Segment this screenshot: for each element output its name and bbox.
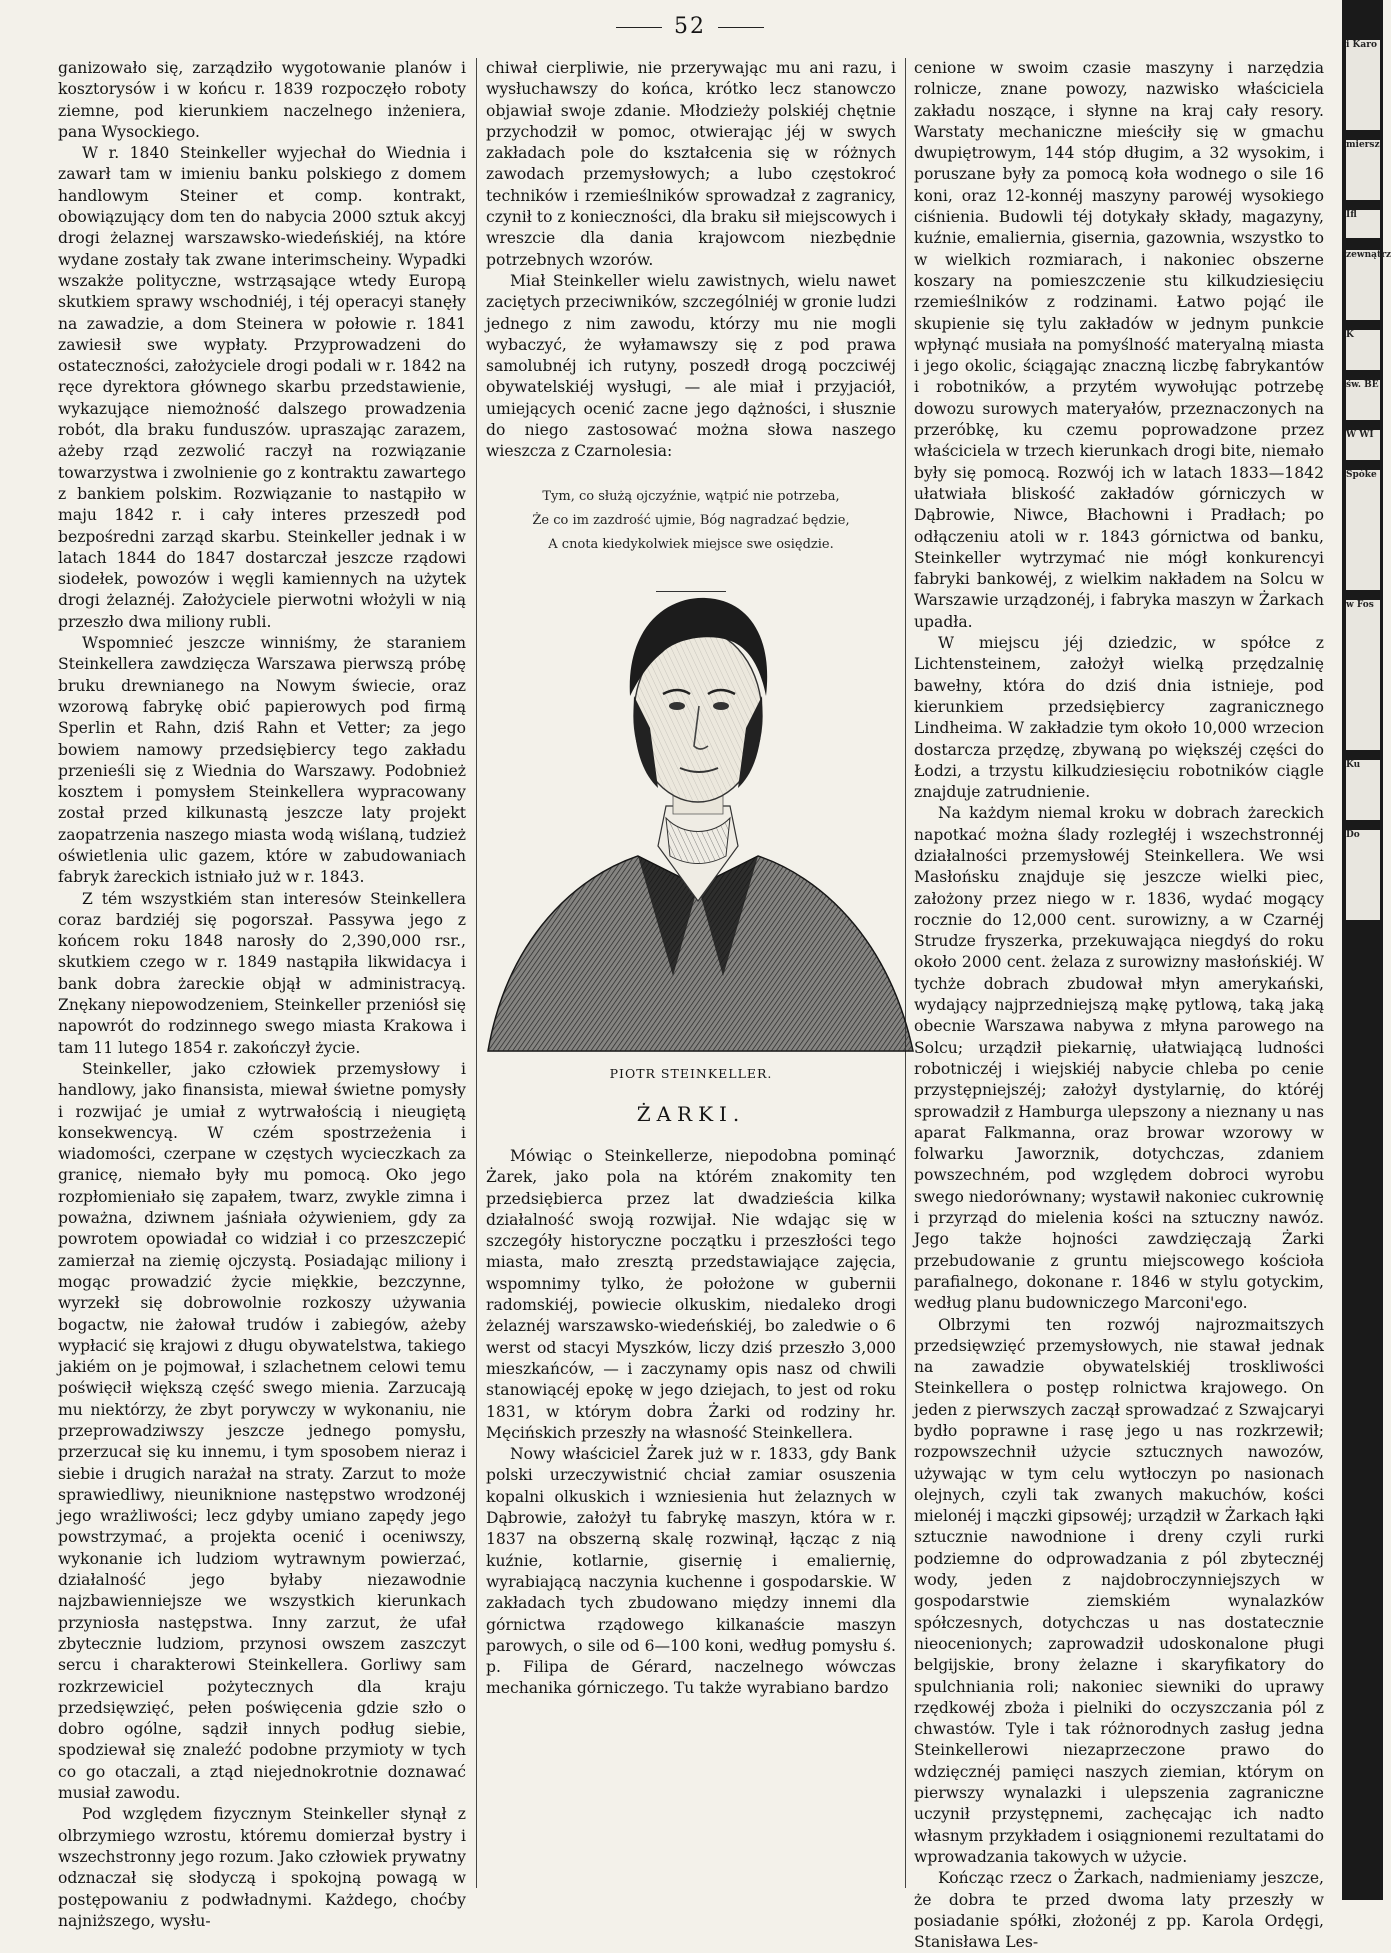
paragraph: Kończąc rzecz o Żarkach, nadmieniamy jeszcze, że dobra te przed dwoma laty przeszły w posiadanie spółki, złożonéj z pp. Karola Ordęgi, Stanisława Les- <box>914 1869 1324 1952</box>
paragraph: chiwał cierpliwie, nie przerywając mu ani razu, i wysłuchawszy do końca, krótko lecz stanowczo objawiał swoje zdanie. Młodzieży polskiéj chętnie przychodził w pomoc, otwierając jéj w swych zakładach pole do kształcenia się w różnych zawodach przemysłowych; a lubo częstokroć techników i rzemieślników sprowadzał z zagranicy, czynił to z konieczności, dla braku sił miejscowych i wreszcie dla dania krajowcom niezbędnie potrzebnych wzorów. <box>486 59 896 269</box>
poem-line: Że co im zazdrość ujmie, Bóg nagradzać będzie, <box>532 512 850 528</box>
paragraph: Olbrzymi ten rozwój najrozmaitszych przedsięwzięć przemysłowych, nie stawał jednak na zawadzie obywatelskiéj troskliwości Steinkellera o postęp rolnictwa krajowego. On jeden z pierwszych zaczął sprowadzać z Szwajcaryi bydło poprawne i rasę jego u nas rozkrzewił; rozpowszechnił użycie sztucznych nawozów, używając w tym celu wytłoczyn po nasionach olejnych, czyli tak zwanych makuchów, kości mielonéj i mączki gipsowéj; urządził w Żarkach łąki sztucznie nawodnione i dreny czyli rurki podziemne do odprowadzania z pól zbytecznéj wody, jeden z najdobroczynniejszych w gospodarstwie ziemskiém wynalazków spółczesnych, dotychczas u nas dostatecznie nieocenionych; zaprowadził udoskonalone pługi belgijskie, brony żelazne i skaryfikatory do spulchniania roli; nakoniec siewniki do uprawy rzędkowéj zboża i pielniki do oczyszczania pól z chwastów. Tyle i tak różnorodnych zasług jedna Steinkellerowi niezaprzeczone prawo do wdzięcznéj pamięci naszych ziemian, którym on pierwszy wynalazki i ulepszenia zagraniczne uczynił przystępnemi, zachęcając ich nadto własnym przykładem i osiągnionemi rezultatami do wprowadzania takowych w użycie. <box>914 1315 1324 1866</box>
edge-text-fragment: Spóke <box>1346 470 1380 590</box>
page-number: 52 <box>590 14 790 39</box>
edge-text-fragment: Do <box>1346 830 1380 920</box>
paragraph: W miejscu jéj dziedzic, w spółce z Lichtensteinem, założył wielką przędzalnię bawełny, która do dziś dnia istnieje, pod kierunkiem przedsiębiercy zagranicznego Lindheima. W zakładzie tym około 10,000 wrzecion dostarcza przędzę, zbywaną po większéj części do Łodzi, a trzystu kilkudziesięciu robotników ciągle znajduje zatrudnienie. <box>914 634 1324 802</box>
paragraph: Miał Steinkeller wielu zawistnych, wielu nawet zaciętych przeciwników, szczególniéj w gronie ludzi jednego z nim zawodu, którzy mu nie mogli wybaczyć, że wyłamawszy się z pod prawa samolubnéj ich rutyny, poszedł drogą poczciwéj obywatelskiéj wysługi, — ale miał i przyjaciół, umiejących ocenić zacne jego dążności, i słusznie do niego zastosować można słowa naszego wieszcza z Czarnolesia: <box>486 271 896 461</box>
paragraph: Na każdym niemal kroku w dobrach żareckich napotkać można ślady rozległéj i wszechstronnéj działalności przemysłowéj Steinkellera. We wsi Masłońsku znajduje się jeszcze wielki piec, założony przez niego w r. 1836, wydać mogący rocznie do 12,000 cent. surowizny, a w Czarnéj Strudze fryszerka, przekuwająca niegdyś do roku około 2000 cent. żelaza z surowizny masłońskiéj. W tychże dobrach zbudował młyn amerykański, wydający najprzedniejszą mąkę pytlową, taką jaką obecnie Warszawa nabywa z młyna parowego na Solcu; urządził piekarnię, ułatwiającą ludności robotniczéj i wiejskiéj nabycie chleba po cenie przystępniejszéj; założył dystylarnię, do któréj sprowadził z Hamburga ulepszony a nieznany u nas aparat Falkmanna, oraz browar wzorowy w folwarku Jaworznik, dotychczas, zdaniem powszechném, pod względem dobroci wyrobu swego niedorównany; wystawił nakoniec cukrownię i przyrząd do mielenia kości na sztuczny nawóz. Jego także hojności zawdzięczają Żarki przebudowanie z gruntu miejscowego kościoła parafialnego, dokonane r. 1846 w stylu gotyckim, według planu budowniczego Marconi'ego. <box>914 804 1324 1313</box>
article-column-2-top <box>486 58 896 552</box>
section-heading: ŻARKI. <box>636 1102 746 1126</box>
edge-text-fragment: W WI <box>1346 430 1380 460</box>
paragraph: Nowy właściciel Żarek już w r. 1833, gdy Bank polski urzeczywistnić chciał zamiar osuszenia kopalni olkuskich i wzniesienia hut żelaznych w Dąbrowie, założył tu fabrykę maszyn, która w r. 1837 na obszerną skalę rozwinął, łącząc z nią kuźnie, kotlarnie, gisernię i emaliernię, wyrabiającą naczynia kuchenne i gospodarskie. W zakładach tych zbudowano między innemi dla górnictwa rządowego kilkanaście maszyn parowych, o sile od 6—100 koni, według pomysłu ś. p. Filipa de Gérard, naczelnego wówczas mechanika górniczego. Tu także wyrabiano bardzo <box>486 1445 896 1698</box>
edge-text-fragment: i Karo <box>1346 40 1380 130</box>
edge-text-fragment: Ku <box>1346 760 1380 820</box>
paragraph: Steinkeller, jako człowiek przemysłowy i handlowy, jako finansista, miewał świetne pomysły i rozwijać je umiał z wytrwałością i nieugiętą konsekwencyą. W czém spostrzeżenia i wiadomości, czerpane w częstych wycieczkach za granicę, niemało były mu pomocą. Oko jego rozpłomieniało się zapałem, twarz, zwykle zimna i poważna, dziwnem jaśniała ożywieniem, gdy za powrotem opowiadał co widział i co przeszczepić zamierzał na ziemię ojczystą. Posiadając miliony i mogąc prowadzić życie miękkie, bezczynne, wyrzekł się dobrowolnie rozkoszy używania bogactw, nie żałował trudów i zabiegów, ażeby wypłacić się krajowi z długu obywatelstwa, takiego jakiém on je pojmował, i szlachetnem celowi temu poświęcił większą część swego mienia. Zarzucają mu niektórzy, że zbyt porywczy w wykonaniu, nie przeprowadziwszy jeszcze jednego pomysłu, przerzucał się ku innemu, i tym sposobem nieraz i siebie i drugich narażał na straty. Zarzut to może sprawiedliwy, nieuniknione następstwo wrodzonéj jego wrażliwości; lecz gdyby umiano zapędy jego powstrzymać, a projekta ocenić i oceniwszy, wykonanie ich ludziom wytrawnym powierzać, działalność jego byłaby niezawodnie najzbawienniejsze we wszystkich kierunkach przyniosła następstwa. Inny zarzut, że ufał zbytecznie ludziom, przynosi owszem zaszczyt sercu i charakterowi Steinkellera. Gorliwy sam rozkrzewiciel pożytecznych dla kraju przedsięwzięć, pełen poświęcenia gdzie szło o dobro ogólne, sądził innych podług siebie, spodziewał się znaleźć podobne przymioty w tych co go otaczali, a ztąd niejednokrotnie doznawać musiał zawodu. <box>58 1059 466 1803</box>
edge-text-fragment: św. BE <box>1346 380 1380 420</box>
edge-text-fragment: zewnątrz <box>1346 250 1380 320</box>
edge-text-fragment: miersz <box>1346 140 1380 200</box>
paragraph: Mówiąc o Steinkellerze, niepodobna pominąć Żarek, jako pola na którém znakomity ten przedsiębierca przez lat dwadzieścia kilka działalność swoją rozwijał. Nie wdając się w szczegóły historyczne początku i przeszłości tego miasta, mało zresztą przedstawiające zajęcia, wspomnimy tylko, że położone w gubernii radomskiéj, powiecie olkuskim, niedaleko drogi żelaznéj warszawsko-wiedeńskiéj, bo zaledwie o 6 werst od stacyi Myszków, liczy dziś przeszło 3,000 mieszkańców, — i zaczynamy opis nasz od chwili stanowiącéj epokę w jego dziejach, to jest od roku 1831, w którym dobra Żarki od rodziny hr. Męcińskich przeszły na własność Steinkellera. <box>486 1147 896 1442</box>
portrait-engraving <box>468 556 928 1056</box>
article-column-1 <box>58 58 466 1930</box>
paragraph: cenione w swoim czasie maszyny i narzędzia rolnicze, znane powozy, nazwisko właściciela zakładu noszące, i słynne na kraj cały resory. Warstaty mechaniczne mieściły się w gmachu dwupiętrowym, 144 stóp długim, a 32 wysokim, i poruszane były za pomocą koła wodnego o sile 16 koni, oraz 12-konnéj maszyny parowéj wysokiego ciśnienia. Budowli téj dotykały składy, magazyny, kuźnie, emaliernia, gisernia, gazownia, wszystko to w wielkich rozmiarach, i nakoniec obszerne koszary na pomieszczenie stu kilkudziesięciu rzemieślników z rodzinami. Łatwo pojąć ile skupienie się tylu zakładów w jednym punkcie wpłynąć musiała na pomyślność materyalną miasta i jego okolic, ściągając znaczną liczbę fabrykantów i robotników, a przytém wywołując potrzebę dowozu surowych materyałów, przeznaczonych na przeróbkę, ku czemu poprowadzone przez właściciela w trzech kierunkach drogi bite, niemało były się pomocą. Rozwój ich w latach 1833—1842 ułatwiała bliskość zakładów górniczych w Dąbrowie, Niwce, Błachowni i Pradłach; po odłączeniu atoli w r. 1843 górnictwa od banku, Steinkeller wytrzymać nie mógł konkurencyi fabryki bankowéj, z wielkim nakładem na Solcu w Warszawie urządzonéj, i fabryka maszyn w Żarkach upadła. <box>914 59 1324 631</box>
paragraph: W r. 1840 Steinkeller wyjechał do Wiednia i zawarł tam w imieniu banku polskiego z domem handlowym Steiner et comp. kontrakt, obowiązujący dom ten do nabycia 2000 sztuk akcyj drogi żelaznej warszawsko-wiedeńskiéj, na które wydane zostały tak zwane interimscheiny. Wypadki wszakże polityczne, wstrząsające wtedy Europą skutkiem sprawy wschodniéj, i téj operacyi stanęły na zawadzie, a dom Steinera w połowie r. 1841 zawiesił swe wypłaty. Przyprowadzeni do ostateczności, założyciele drogi podali w r. 1842 na ręce dyrektora głównego skarbu przedstawienie, wykazujące niemożność dalszego prowadzenia robót, dla braku funduszów. upraszając zarazem, ażeby rząd zezwolić raczył na rozwiązanie towarzystwa i zwolnienie go z kontraktu zawartego z bankiem polskim. Rozwiązanie to nastąpiło w maju 1842 r. i cały interes przeszedł pod bezpośredni zarząd skarbu. Steinkeller jednak i w latach 1844 do 1847 dostarczał jeszcze rządowi siodełek, powozów i węgli kamiennych na użytek drogi żelaznéj. Założyciele pierwotni włożyli w nią przeszło dwa miliony rubli. <box>58 144 466 631</box>
article-column-2-bottom <box>486 1146 896 1886</box>
article-column-3 <box>914 58 1324 1952</box>
edge-text-fragment: K <box>1346 330 1380 370</box>
poem-line: A cnota kiedykolwiek miejsce swe osiędzie. <box>548 536 834 552</box>
poem-line: Tym, co służą ojczyźnie, wątpić nie potrzeba, <box>542 488 840 504</box>
paragraph: Pod względem fizycznym Steinkeller słynął z olbrzymiego wzrostu, któremu domierzał bystry i wszechstronny jego rozum. Jako człowiek prywatny odznaczał się słodyczą i spokojną powagą w postępowaniu z podwładnymi. Każdego, choćby najniższego, wysłu- <box>58 1805 466 1930</box>
edge-text-fragment: Ifl <box>1346 210 1380 238</box>
adjacent-page-edge <box>1342 0 1391 1900</box>
edge-text-fragment: w Fos <box>1346 600 1380 750</box>
poem-quote <box>486 485 896 557</box>
paragraph: Z tém wszystkiém stan interesów Steinkellera coraz bardziéj się pogorszał. Passywa jego z końcem roku 1848 narosły do 2,390,000 rsr., skutkiem czego w r. 1849 nastąpiła likwidacya i bank dobra żareckie objął w administracyą. Znękany niepowodzeniem, Steinkeller przeniósł się napowrót do rodzinnego swego miasta Krakowa i tam 11 lutego 1854 r. zakończył życie. <box>58 889 466 1057</box>
paragraph: ganizowało się, zarządziło wygotowanie planów i kosztorysów i w końcu r. 1839 rozpoczęło roboty ziemne, pod kierunkiem naczelnego inżeniera, pana Wysockiego. <box>58 59 466 141</box>
paragraph: Wspomnieć jeszcze winniśmy, że staraniem Steinkellera zawdzięcza Warszawa pierwszą próbę bruku drewnianego na Nowym świecie, oraz wzorową fabrykę obić papierowych pod firmą Sperlin et Rahn, dziś Rahn et Vetter; za jego bowiem namowy przedsiębiercy tego zakładu przenieśli się z Wiednia do Warszawy. Podobnież kosztem i pomysłem Steinkellera wypracowany został przed kilkunastą jeszcze laty projekt zaopatrzenia naszego miasta wodą wiślaną, tudzież oświetlenia ulic gazem, które w zabudowaniach fabryk żareckich istniało już w r. 1843. <box>58 634 466 887</box>
portrait-caption: PIOTR STEINKELLER. <box>609 1066 773 1081</box>
